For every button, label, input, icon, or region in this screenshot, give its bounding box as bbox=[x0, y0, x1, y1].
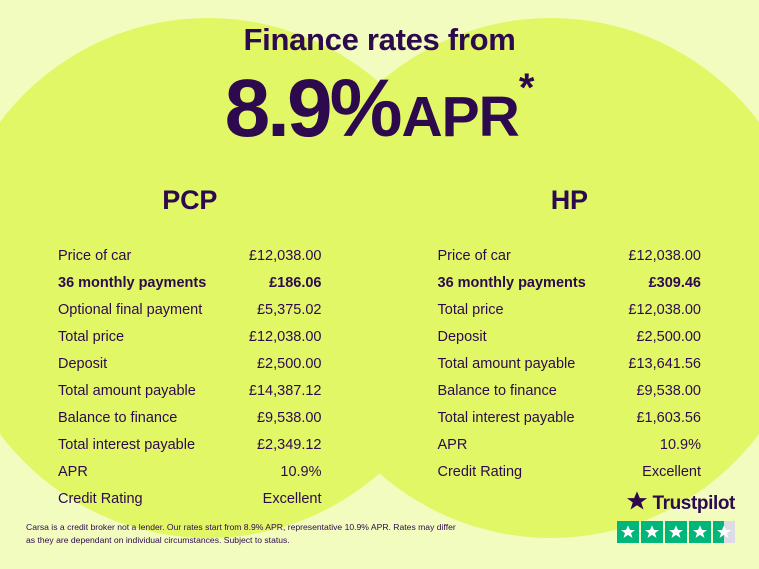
table-row bbox=[438, 377, 702, 404]
rating-star-icon bbox=[689, 521, 711, 543]
row-label: Deposit bbox=[437, 328, 487, 345]
row-label: Total amount payable bbox=[437, 355, 576, 372]
row-value: £2,500.00 bbox=[636, 328, 701, 345]
row-label: Total price bbox=[437, 301, 504, 318]
row-value: £5,375.02 bbox=[256, 301, 322, 318]
table-row bbox=[438, 269, 702, 296]
table-row bbox=[438, 431, 702, 458]
row-label: Credit Rating bbox=[58, 490, 143, 507]
table-row bbox=[58, 458, 322, 485]
rating-star-half-icon bbox=[713, 521, 735, 543]
row-label: Balance to finance bbox=[437, 382, 557, 399]
table-row bbox=[58, 242, 322, 269]
row-value: Excellent bbox=[262, 490, 322, 507]
trustpilot-logo bbox=[611, 490, 735, 517]
rate-asterisk: * bbox=[518, 66, 535, 110]
row-value: 10.9% bbox=[659, 436, 701, 453]
trustpilot-star-icon bbox=[626, 490, 648, 517]
row-value: £309.46 bbox=[648, 274, 701, 291]
row-label: Price of car bbox=[437, 247, 511, 264]
table-row bbox=[438, 350, 702, 377]
rate-number: 8.9% bbox=[224, 63, 400, 154]
row-label: Optional final payment bbox=[58, 301, 203, 318]
row-value: Excellent bbox=[642, 463, 701, 480]
table-row bbox=[58, 431, 322, 458]
table-row bbox=[438, 296, 702, 323]
table-row bbox=[58, 323, 322, 350]
row-value: £1,603.56 bbox=[636, 409, 701, 426]
table-row bbox=[438, 404, 702, 431]
finance-table-pcp bbox=[0, 185, 380, 512]
row-label: 36 monthly payments bbox=[437, 274, 586, 291]
row-value: £13,641.56 bbox=[628, 355, 701, 372]
row-value: £12,038.00 bbox=[628, 301, 701, 318]
table-row bbox=[438, 323, 702, 350]
row-label: Total amount payable bbox=[58, 382, 196, 399]
column-title-pcp: PCP bbox=[162, 185, 218, 215]
trustpilot-rating-stars bbox=[611, 521, 735, 543]
table-row bbox=[58, 485, 322, 512]
rate-display bbox=[0, 62, 759, 156]
finance-table-hp bbox=[380, 185, 759, 512]
column-title-hp: HP bbox=[550, 185, 588, 215]
row-value: £12,038.00 bbox=[248, 328, 322, 345]
headline: Finance rates from bbox=[243, 22, 516, 57]
row-value: £2,349.12 bbox=[256, 436, 322, 453]
row-label: Balance to finance bbox=[58, 409, 178, 426]
row-value: 10.9% bbox=[280, 463, 322, 480]
table-row bbox=[58, 269, 322, 296]
row-label: Price of car bbox=[58, 247, 132, 264]
row-value: £14,387.12 bbox=[248, 382, 322, 399]
table-row bbox=[438, 242, 702, 269]
trustpilot-badge[interactable] bbox=[611, 490, 735, 543]
rating-star-icon bbox=[665, 521, 687, 543]
table-row bbox=[58, 350, 322, 377]
row-value: £186.06 bbox=[269, 274, 322, 291]
disclaimer-text: Carsa is a credit broker not a lender. Our rates start from 8.9% APR, representative 10.9% APR. Rates may differ as they are dependant on individual circumstances. Subject to status. bbox=[26, 522, 456, 546]
row-label: Total interest payable bbox=[437, 409, 575, 426]
row-value: £9,538.00 bbox=[636, 382, 701, 399]
rating-star-icon bbox=[617, 521, 639, 543]
trustpilot-wordmark: Trustpilot bbox=[652, 492, 735, 514]
table-row bbox=[58, 296, 322, 323]
row-value: £9,538.00 bbox=[256, 409, 322, 426]
row-value: £2,500.00 bbox=[256, 355, 322, 372]
row-label: 36 monthly payments bbox=[58, 274, 207, 291]
row-label: Credit Rating bbox=[437, 463, 523, 480]
row-value: £12,038.00 bbox=[248, 247, 322, 264]
row-label: APR bbox=[58, 463, 88, 480]
finance-tables bbox=[0, 185, 759, 512]
row-label: APR bbox=[437, 436, 468, 453]
table-row bbox=[58, 404, 322, 431]
row-value: £12,038.00 bbox=[628, 247, 701, 264]
row-label: Total price bbox=[58, 328, 125, 345]
table-row bbox=[58, 377, 322, 404]
rating-star-icon bbox=[641, 521, 663, 543]
row-label: Total interest payable bbox=[58, 436, 196, 453]
row-label: Deposit bbox=[58, 355, 108, 372]
rate-apr-label: APR bbox=[401, 85, 519, 149]
table-row bbox=[438, 458, 702, 485]
